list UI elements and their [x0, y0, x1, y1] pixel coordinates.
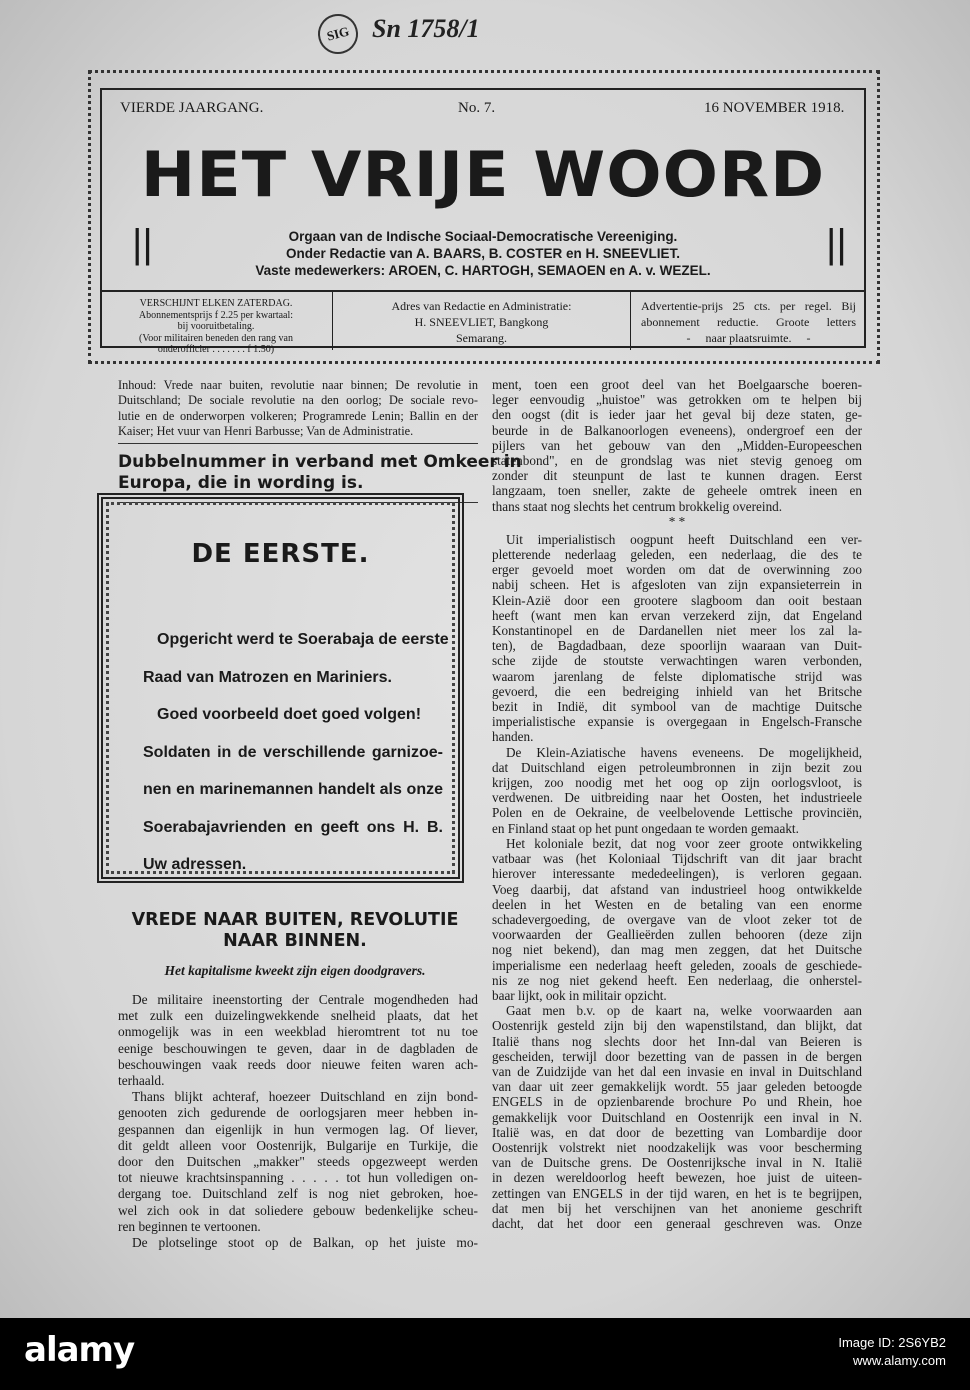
text-line: ten), de Bagdadbaan, deze spoorlijn waaraan van Duit- [492, 638, 862, 654]
text-line: en Finland staat op het punt ongedaan te worden gemaakt. [492, 820, 799, 836]
text-line: pletterende nederlaag geleden, een nederlaag, die des te [492, 547, 862, 563]
text-line: onmogelijk was in een weekblad hieromtrent tot nu toe [118, 1024, 478, 1040]
text-line: verdwenen. De uitbreiding naar het Oosten, het industrieele [492, 790, 862, 806]
announcement-line: Uw adressen. [143, 856, 247, 873]
text-line: sche zijde de stoutste verwachtingen waren verbonden, [492, 653, 862, 669]
notice-line: Europa, die in wording is. [118, 473, 364, 493]
text-line: schadevergoeding, de overgave van de vloot zeker tot de [492, 911, 862, 927]
handwritten-shelfmark: Sn 1758/1 [372, 14, 480, 43]
announcement-line: Goed voorbeeld doet goed volgen! [157, 706, 422, 723]
watermark-bar [0, 1318, 970, 1390]
text-line: in dezen wereldoorlog heeft bewezen, hoe juist de uiteen- [492, 1170, 862, 1186]
text-line: nis ze nog niet gekend heeft. Een nederlaag, die onherstel- [492, 972, 862, 988]
text-line: gescheiden, terwijl door bezetting van de passen in de bergen [492, 1048, 862, 1064]
text-line: De militaire ineenstorting der Centrale mogendheden had [132, 992, 478, 1007]
text-line: Oostenrijk gesteld zijn bij den wapenstilstand, dan blijkt, dat [492, 1018, 862, 1034]
info-line: abonnement reductie. Groote letters [641, 315, 856, 329]
text-line: Italië thans nog slechts door het Inn-dal van Beieren is [492, 1033, 862, 1049]
info-line: Semarang. [456, 331, 507, 345]
paragraph [492, 1003, 862, 1231]
watermark-id [838, 1334, 946, 1370]
text-line: Gaat men b.v. op de kaart na, welke voorwaarden aan [506, 1003, 862, 1019]
text-line: Italië was, en dat door de bezetting van Lombardije door [492, 1124, 862, 1140]
text-line: langzaam, toen sneller, zakte de geheele omtrek ineen en [492, 483, 862, 499]
text-line: erger gevoeld moet worden om dat de overwinning zoo [492, 562, 862, 578]
text-line: Polen en de Oekraine, de veelbelovende Lettische provinciën, [492, 805, 862, 821]
text-line: bezit in Indië, dit symbool van de machtige Duitsche [492, 699, 862, 715]
text-line: ENGELS in de opzienbarende brochure Po und Rhein, hoe [492, 1094, 862, 1110]
info-line: onderofficier . . . . . . . f 1.50) [157, 344, 275, 355]
contents-line: Kaiser; Het vuur van Henri Barbusse; Van de Administratie. [118, 423, 414, 438]
text-line: dergang toe. Duitschland zelf is nog niet gebroken, hoe- [118, 1186, 478, 1202]
announcement-line: Soerabajavrienden en geeft ons H. B. [143, 818, 443, 836]
contents-line: Inhoud: Vrede naar buiten, revolutie naar binnen; De revolutie in [118, 378, 478, 392]
paragraph [118, 1089, 478, 1235]
announcement-line: Raad van Matrozen en Mariniers. [143, 668, 392, 686]
text-line: dat Duitschland eigen petroleumbronnen in zijn bezit zou [492, 759, 862, 775]
text-line: dat men bij het verschijnen van het anonieme geschrift [492, 1200, 862, 1216]
address-info [332, 292, 630, 350]
text-line: pijlers van het gebouw van den „Midden-Europeeschen [492, 437, 862, 453]
text-line: wel zich ook in dat soliedere gebouw bedenkelijke scheu- [118, 1202, 478, 1218]
contributors: Vaste medewerkers: AROEN, C. HARTOGH, SEMAOEN en A. v. WEZEL. [255, 263, 711, 278]
paragraph [492, 745, 862, 836]
article-heading [110, 910, 480, 952]
volume: VIERDE JAARGANG. [120, 100, 264, 116]
text-line: van de Duitsche grens. De Oostenrijksche inval in N. Italië [492, 1155, 862, 1171]
text-line: nabij scheen. Het is afgesloten van zijn expansieterrein in [492, 577, 862, 593]
text-line: ren beginnen te vertoonen. [118, 1218, 261, 1234]
text-line: thans staat nog slechts het centrum brokkelig overeind. [492, 498, 783, 514]
info-line: Adres van Redactie en Administratie: [391, 299, 572, 313]
text-line: ment, toen een groot deel van het Boelgaarsche boeren- [492, 377, 862, 392]
table-of-contents [118, 378, 478, 444]
text-line: handen. [492, 729, 534, 745]
paragraph [492, 377, 862, 514]
text-line: De plotselinge stoot op de Balkan, op het juiste mo- [132, 1235, 478, 1251]
info-line: bij vooruitbetaling. [177, 321, 255, 332]
subscription-info [100, 292, 332, 355]
library-stamp: SIG [314, 10, 363, 59]
info-line: (Voor militairen beneden den rang van [139, 332, 293, 344]
contents-line: Duitschland; De sociale revolutie na den oorlog; De sociale revo- [118, 393, 478, 408]
section-separator: * * [668, 513, 686, 529]
text-line: door den Duitschen „makker" steeds opgezweept werden [118, 1154, 478, 1170]
announcement-title: DE EERSTE. [191, 539, 370, 569]
text-line: zonder dit steunpunt de last te kunnen dragen. Eerst [492, 468, 862, 484]
text-line: waarom jarenlang de felste diplomatische strijd was [492, 668, 862, 684]
watermark-url: www.alamy.com [853, 1353, 946, 1368]
divider [118, 443, 478, 444]
newspaper-title: HET VRIJE WOORD [140, 138, 826, 211]
text-line: Het koloniale bezit, dat nog voor zeer groote ontwikkeling [506, 835, 862, 851]
text-line: van daar uit zeer gemakkelijk wordt. 55 jaar geleden betoogde [492, 1079, 862, 1095]
article-column-right [492, 377, 862, 1231]
editors: Onder Redactie van A. BAARS, B. COSTER en H. SNEEVLIET. [285, 246, 681, 261]
ornament-bars-left: || [132, 222, 153, 266]
text-line: zettingen van ENGELS in der tijd waren, en het is te begrijpen, [492, 1185, 862, 1201]
announcement-line: Soldaten in de verschillende garnizoe- [143, 743, 443, 761]
text-line: vatbaar was (het Koloniaal Tijdschrift van dit jaar bracht [492, 851, 862, 867]
heading-line: NAAR BINNEN. [223, 931, 367, 951]
text-line: gevoerd, die een bedreiging inhield van het Britsche [492, 683, 862, 699]
text-line: Thans blijkt achteraf, hoezeer Duitschland en zijn bond- [132, 1089, 478, 1105]
text-line: Klein-Azië door een grootere slagboom dan ooit bestaan [492, 592, 862, 608]
text-line: dacht, dat het door een generaal geschreven was. Onze [492, 1215, 862, 1231]
article-subheading: Het kapitalisme kweekt zijn eigen doodgravers. [164, 963, 426, 978]
heading-line: VREDE NAAR BUITEN, REVOLUTIE [131, 910, 459, 930]
text-line: heeft (want men kan ervan verzekerd zijn, dat Engeland [492, 607, 862, 623]
text-line: krijgen, zoo noodig met het oog op zijn oorlogsvloot, is [492, 775, 862, 791]
announcement-text [143, 621, 449, 884]
paragraph [492, 836, 862, 1003]
issue-number: No. 7. [458, 100, 496, 116]
image-id: Image ID: 2S6YB2 [838, 1335, 946, 1350]
issue-date: 16 NOVEMBER 1918. [704, 100, 845, 116]
text-line: dit geldt alleen voor Oostenrijk, Bulgarije en Turkije, die [118, 1137, 478, 1153]
text-line: tot nieuwe krachtsinspanning . . . . . tot hun volledigen on- [118, 1170, 478, 1186]
advertising-info [630, 292, 866, 350]
text-line: eenige beschouwingen te geven, daar in de dagbladen de [118, 1040, 478, 1056]
notice-line: Dubbelnummer in verband met Omkeer in [118, 452, 522, 472]
text-line: baar lijkt, ook in militair opzicht. [492, 987, 667, 1003]
info-line: H. SNEEVLIET, Bangkong [414, 315, 549, 329]
info-line: Abonnementsprijs f 2.25 per kwartaal: [138, 309, 294, 321]
announcement-line: Opgericht werd te Soerabaja de eerste [157, 631, 449, 648]
info-line: Advertentie-prijs 25 cts. per regel. Bij [641, 299, 856, 313]
announcement-line: nen en marinemannen handelt als onze [143, 781, 443, 798]
masthead-info-row [100, 290, 866, 355]
text-line: terhaald. [118, 1073, 165, 1089]
text-line: imperialisme een nederlaag heeft geleden, zooals de geschiede- [492, 957, 862, 973]
paragraph [118, 992, 478, 1089]
info-line: VERSCHIJNT ELKEN ZATERDAG. [139, 298, 293, 309]
text-line: voorwaarden der Geallieërden zullen behooren (deze zijn [492, 927, 862, 943]
text-line: leger eenvoudig „huistoe" was getrokken om te helpen bij [492, 392, 862, 408]
text-line: gemakkelijk voor Duitschland en Oostenrijk een inval in N. [492, 1109, 862, 1125]
text-line: Konstantinopel en de Dardanellen niet meer los zal la- [492, 623, 862, 639]
paragraph [492, 532, 862, 745]
text-line: van de Zuidzijde van het dal een invasie en inval in Duitschland [492, 1063, 862, 1079]
subtitle: Orgaan van de Indische Sociaal-Democratische Vereeniging. [288, 229, 678, 244]
text-line: nog niet bekend), dan mag men zeggen, dat het Duitsche [492, 942, 862, 958]
text-line: beschouwingen vaak reeds door nieuwe feiten waren ach- [118, 1056, 478, 1072]
text-line: genooten zich gedurende de oorlogsjaren meer hebben in- [118, 1105, 478, 1121]
text-line: den oogst (dit is ieder jaar het geval bij deze staten, ge- [492, 407, 862, 423]
text-line: met zulk een duizelingwekkende snelheid plaats, dat het [118, 1008, 478, 1024]
info-line: - naar plaatsruimte. - [686, 331, 811, 345]
article-column-left [118, 992, 478, 1251]
text-line: beurde in de Balkanoorlogen eveneens), ondergroef een der [492, 422, 862, 438]
text-line: Oostenrijk volstrekt niet noodzakelijk was voor bescherming [492, 1139, 862, 1155]
contents-line: lutie en de onderworpen volkeren; Programrede Lenin; Ballin en der [118, 408, 478, 423]
text-line: Voeg daarbij, dat afstand van industrieel hoog ontwikkelde [492, 881, 862, 897]
text-line: De Klein-Aziatische havens eveneens. De mogelijkheid, [506, 744, 862, 760]
paragraph [118, 1235, 478, 1251]
text-line: statenbond", en de grondslag was niet stevig genoeg om [492, 453, 862, 469]
text-line: gespannen dan eigenlijk in hun vermogen lag. Of liever, [118, 1121, 478, 1137]
ornament-bars-right: || [826, 222, 847, 266]
text-line: Uit imperialistisch oogpunt heeft Duitschland een ver- [506, 531, 862, 547]
text-line: imperialistische expansie is overgegaan in Engelsch-Fransche [492, 714, 862, 730]
watermark-logo: alamy [24, 1330, 135, 1370]
announcement-box [97, 493, 464, 883]
text-line: deelen in het Westen en de betaling van een enorme [492, 896, 862, 912]
text-line: hierover interessante mededeelingen), is verloren gegaan. [492, 866, 862, 882]
